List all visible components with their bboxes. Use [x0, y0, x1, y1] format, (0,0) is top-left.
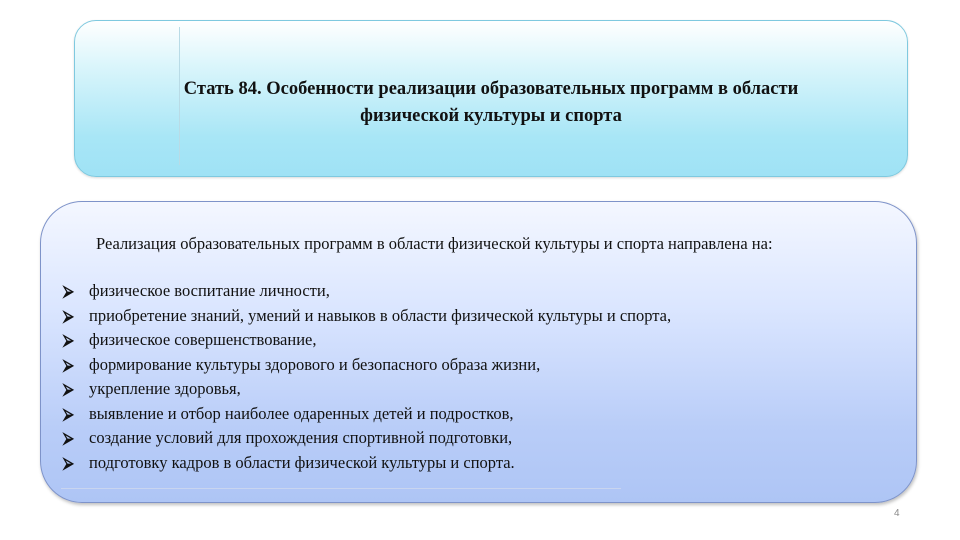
- intro-text: Реализация образовательных программ в области физической культуры и спорта направлена на:: [96, 234, 773, 253]
- arrow-bullet-icon: ⮚: [63, 429, 74, 447]
- arrow-bullet-icon: ⮚: [63, 331, 74, 349]
- bullet-text: создание условий для прохождения спортивной подготовки,: [89, 428, 513, 447]
- page-number: 4: [894, 508, 900, 519]
- bullet-item: [63, 426, 671, 451]
- title-box: [74, 20, 908, 177]
- bullet-item: [63, 377, 671, 402]
- bullet-item: [63, 451, 671, 476]
- bullet-text: физическое совершенствование,: [89, 330, 317, 349]
- bullet-item: [63, 328, 671, 353]
- bullet-text: физическое воспитание личности,: [89, 281, 330, 300]
- bullet-text: приобретение знаний, умений и навыков в области физической культуры и спорта,: [89, 305, 672, 325]
- bullet-item: [63, 402, 671, 427]
- bullet-text: выявление и отбор наиболее одаренных детей и подростков,: [89, 403, 514, 423]
- bullet-list: [63, 279, 671, 475]
- arrow-bullet-icon: ⮚: [63, 355, 74, 374]
- arrow-bullet-icon: ⮚: [63, 306, 74, 325]
- slide-title-line-1: Стать 84. Особенности реализации образовательных программ в области: [183, 79, 799, 99]
- bullet-text: формирование культуры здорового и безопасного образа жизни,: [89, 354, 541, 374]
- arrow-bullet-icon: ⮚: [63, 453, 74, 472]
- arrow-bullet-icon: ⮚: [63, 282, 74, 300]
- slide-title-line-2: физической культуры и спорта: [360, 106, 622, 126]
- arrow-bullet-icon: ⮚: [63, 380, 74, 398]
- bullet-item: [63, 353, 671, 378]
- bullet-item: [63, 304, 671, 329]
- slide-title: [75, 76, 907, 130]
- bullet-item: [63, 279, 671, 304]
- bullet-text: подготовку кадров в области физической культуры и спорта.: [89, 452, 515, 472]
- bullet-text: укрепление здоровья,: [89, 379, 241, 398]
- arrow-bullet-icon: ⮚: [63, 404, 74, 423]
- content-divider: [61, 488, 621, 489]
